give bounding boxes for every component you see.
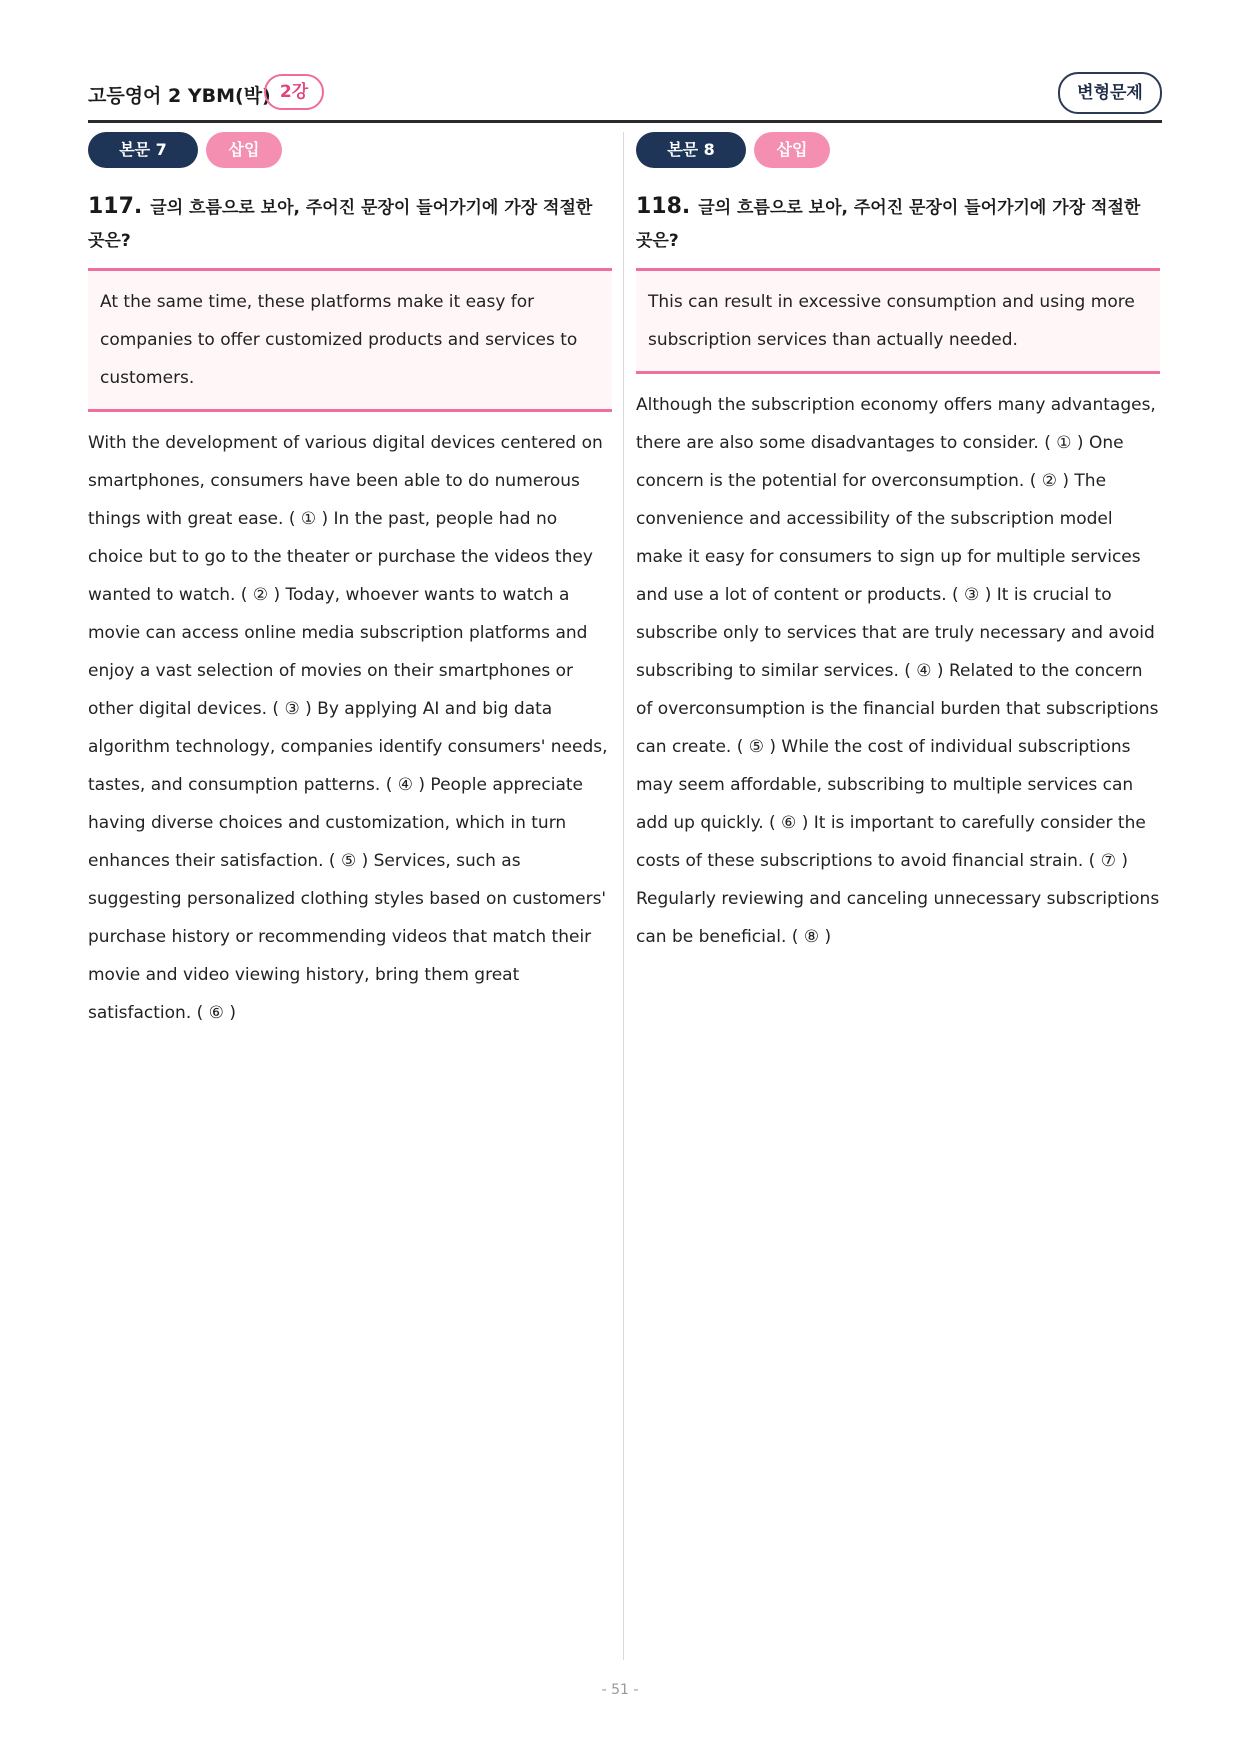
question-117-column — [88, 132, 612, 1032]
question-prompt — [636, 190, 1160, 258]
question-prompt-text: 글의 흐름으로 보아, 주어진 문장이 들어가기에 가장 적절한 곳은? — [88, 198, 593, 251]
question-number: 118. — [636, 194, 691, 219]
given-sentence-box: This can result in excessive consumption and using more subscription services than actually needed. — [636, 268, 1160, 374]
question-tags — [88, 132, 612, 168]
question-type-tag: 삽입 — [754, 132, 830, 168]
given-sentence-box: At the same time, these platforms make it easy for companies to offer customized products and services to customers. — [88, 268, 612, 412]
question-tags — [636, 132, 1160, 168]
page-number: - 51 - — [601, 1682, 639, 1698]
question-prompt — [88, 190, 612, 258]
book-title: 고등영어 2 YBM(박) — [88, 85, 271, 107]
lesson-badge: 2강 — [264, 74, 324, 110]
column-divider — [623, 132, 624, 1660]
page-header — [88, 72, 1162, 123]
question-type-badge: 변형문제 — [1058, 72, 1162, 114]
passage-text: With the development of various digital devices centered on smartphones, consumers have been able to do numerous things with great ease. ( ① ) In the past, people had no choice but to go to the theater or purchase the videos they wanted to watch. ( ② ) Today, whoever wants to watch a movie can access online media subscription platforms and enjoy a vast selection of movies on their smartphones or other digital devices. ( ③ ) By applying AI and big data algorithm technology, companies identify consumers' needs, tastes, and consumption patterns. ( ④ ) People appreciate having diverse choices and customization, which in turn enhances their satisfaction. ( ⑤ ) Services, such as suggesting personalized clothing styles based on customers' purchase history or recommending videos that match their movie and video viewing history, bring them great satisfaction. ( ⑥ ) — [88, 433, 608, 1023]
question-prompt-text: 글의 흐름으로 보아, 주어진 문장이 들어가기에 가장 적절한 곳은? — [636, 198, 1141, 251]
question-118-column — [636, 132, 1160, 956]
source-text-tag: 본문 8 — [636, 132, 746, 168]
question-number: 117. — [88, 194, 143, 219]
question-type-tag: 삽입 — [206, 132, 282, 168]
source-text-tag: 본문 7 — [88, 132, 198, 168]
passage-text: Although the subscription economy offers many advantages, there are also some disadvantages to consider. ( ① ) One concern is the potential for overconsumption. ( ② ) The convenience and accessibility of the subscription model make it easy for consumers to sign up for multiple services and use a lot of content or products. ( ③ ) It is crucial to subscribe only to services that are truly necessary and avoid subscribing to similar services. ( ④ ) Related to the concern of overconsumption is the financial burden that subscriptions can create. ( ⑤ ) While the cost of individual subscriptions may seem affordable, subscribing to multiple services can add up quickly. ( ⑥ ) It is important to carefully consider the costs of these subscriptions to avoid financial strain. ( ⑦ ) Regularly reviewing and canceling unnecessary subscriptions can be beneficial. ( ⑧ ) — [636, 395, 1160, 947]
